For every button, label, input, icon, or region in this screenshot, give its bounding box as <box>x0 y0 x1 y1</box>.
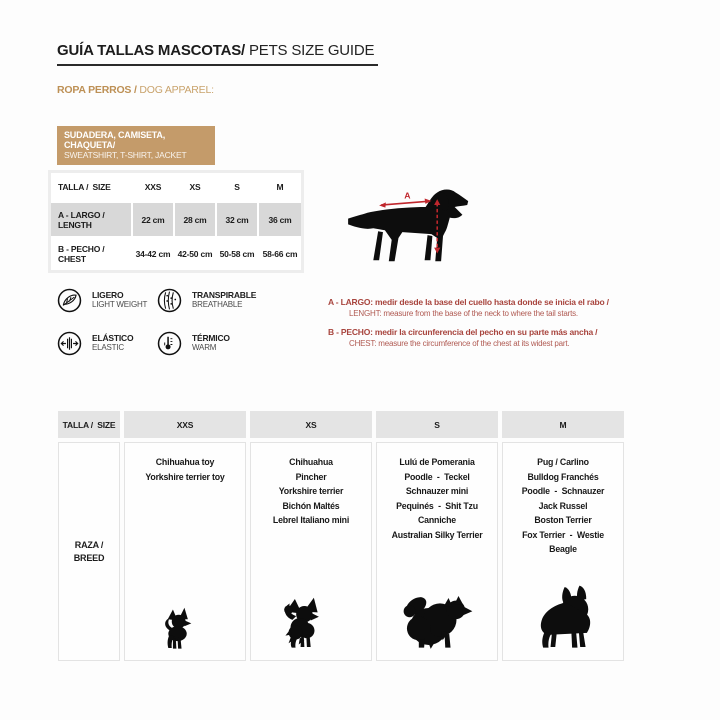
title-en: PETS SIZE GUIDE <box>245 42 375 59</box>
feature-lightweight-en: LIGHT WEIGHT <box>92 300 148 309</box>
chihuahua-silhouette <box>162 606 208 651</box>
breed-col-xs: XS <box>250 411 372 438</box>
breed-item: Chihuahua toy <box>155 457 215 467</box>
chest-row-label: B - PECHO / CHEST <box>51 238 131 270</box>
feature-elastic-en: ELASTIC <box>92 343 124 352</box>
size-col-m: M <box>259 173 301 201</box>
labrador-silhouette <box>338 176 488 268</box>
breed-cell-s <box>376 442 498 661</box>
feature-lightweight <box>57 288 147 313</box>
feature-warm-es: TÉRMICO <box>192 333 230 343</box>
feature-breathable <box>157 288 256 313</box>
note-chest <box>328 326 658 350</box>
elastic-stretch-icon <box>57 331 82 356</box>
breed-item: Fox Terrier - Westie <box>522 529 604 540</box>
chest-m: 58-66 cm <box>259 238 301 270</box>
feature-lightweight-es: LIGERO <box>92 290 124 300</box>
note-length-en: LENGHT: measure from the base of the neck to where the tail starts. <box>349 309 578 318</box>
breed-item: Boston Terrier <box>534 515 592 525</box>
note-length-es: A - LARGO: medir desde la base del cuello hasta donde se inicia el rabo / <box>328 297 609 307</box>
breed-row-label <box>58 442 120 661</box>
feature-breathable-en: BREATHABLE <box>192 300 243 309</box>
page-title <box>57 42 378 66</box>
breed-item: Bichón Maltés <box>282 500 340 511</box>
note-chest-es: B - PECHO: medir la circunferencia del pecho en su parte más ancha / <box>328 327 598 337</box>
breed-col-s: S <box>376 411 498 438</box>
breed-item: Pequinés - Shit Tzu <box>396 500 478 511</box>
length-xs: 28 cm <box>175 203 215 236</box>
breed-item: Lebrel Italiano mini <box>272 515 350 525</box>
feature-elastic-es: ELÁSTICO <box>92 333 134 343</box>
size-table <box>48 170 304 273</box>
breed-cell-xxs <box>124 442 246 661</box>
feather-icon <box>57 288 82 313</box>
pomeranian-silhouette <box>399 590 475 651</box>
features-legend <box>57 288 327 398</box>
breed-cell-m <box>502 442 624 661</box>
note-length <box>328 296 658 320</box>
note-chest-en: CHEST: measure the circumference of the chest at its widest part. <box>349 339 570 348</box>
breed-col-xxs: XXS <box>124 411 246 438</box>
feature-warm <box>157 331 230 356</box>
breed-item: Schnauzer mini <box>405 486 469 496</box>
size-col-xxs: XXS <box>133 173 173 201</box>
title-es: GUÍA TALLAS MASCOTAS/ <box>57 42 246 59</box>
subtitle-en: DOG APPAREL: <box>139 84 214 96</box>
longhair-chihuahua-silhouette <box>281 597 341 651</box>
size-col-s: S <box>217 173 257 201</box>
breed-item: Pincher <box>295 471 327 482</box>
breed-item: Lulú de Pomerania <box>399 457 475 467</box>
length-s: 32 cm <box>217 203 257 236</box>
breed-cell-xs <box>250 442 372 661</box>
chest-xxs: 34-42 cm <box>133 238 173 270</box>
arrow-a-label: A <box>404 190 411 201</box>
dog-slot <box>281 597 341 651</box>
size-table-corner: TALLA / SIZE <box>51 173 131 201</box>
length-xxs: 22 cm <box>133 203 173 236</box>
breed-item: Poodle - Schnauzer <box>521 486 605 496</box>
breed-row-label-es: RAZA / <box>74 539 104 550</box>
breed-table <box>58 411 624 661</box>
breed-row-label-en: BREED <box>73 552 105 563</box>
breed-table-corner: TALLA / SIZE <box>58 411 120 438</box>
category-box <box>57 126 215 165</box>
dog-measure-diagram <box>338 176 488 268</box>
breed-item: Pug / Carlino <box>537 457 589 467</box>
dog-slot <box>527 585 599 651</box>
subtitle-es: ROPA PERROS / <box>57 84 140 96</box>
breed-item: Yorkshire terrier toy <box>145 471 225 482</box>
breed-item: Beagle <box>549 544 577 554</box>
dog-slot <box>399 590 475 651</box>
chest-xs: 42-50 cm <box>175 238 215 270</box>
chest-s: 50-58 cm <box>217 238 257 270</box>
breed-item: Bulldog Franchés <box>527 471 599 482</box>
length-row-label: A - LARGO / LENGTH <box>51 203 131 236</box>
category-line-es: SUDADERA, CAMISETA, CHAQUETA/ <box>64 130 166 150</box>
breed-item: Poodle - Teckel <box>404 471 470 482</box>
length-m: 36 cm <box>259 203 301 236</box>
thermometer-icon <box>157 331 182 356</box>
feature-elastic <box>57 331 133 356</box>
breed-item: Canniche <box>418 515 456 525</box>
page-subtitle <box>57 84 214 96</box>
french-bulldog-silhouette <box>527 585 599 651</box>
breathable-mesh-icon <box>157 288 182 313</box>
breed-item: Chihuahua <box>289 457 333 467</box>
category-line-en: SWEATSHIRT, T-SHIRT, JACKET <box>64 150 187 160</box>
breed-item: Jack Russel <box>538 500 588 511</box>
dog-slot <box>162 606 208 651</box>
breed-item: Australian Silky Terrier <box>391 529 483 540</box>
feature-warm-en: WARM <box>192 343 217 352</box>
breed-col-m: M <box>502 411 624 438</box>
feature-breathable-es: TRANSPIRABLE <box>192 290 257 300</box>
breed-item: Yorkshire terrier <box>278 486 344 496</box>
measure-notes <box>328 296 658 356</box>
size-col-xs: XS <box>175 173 215 201</box>
